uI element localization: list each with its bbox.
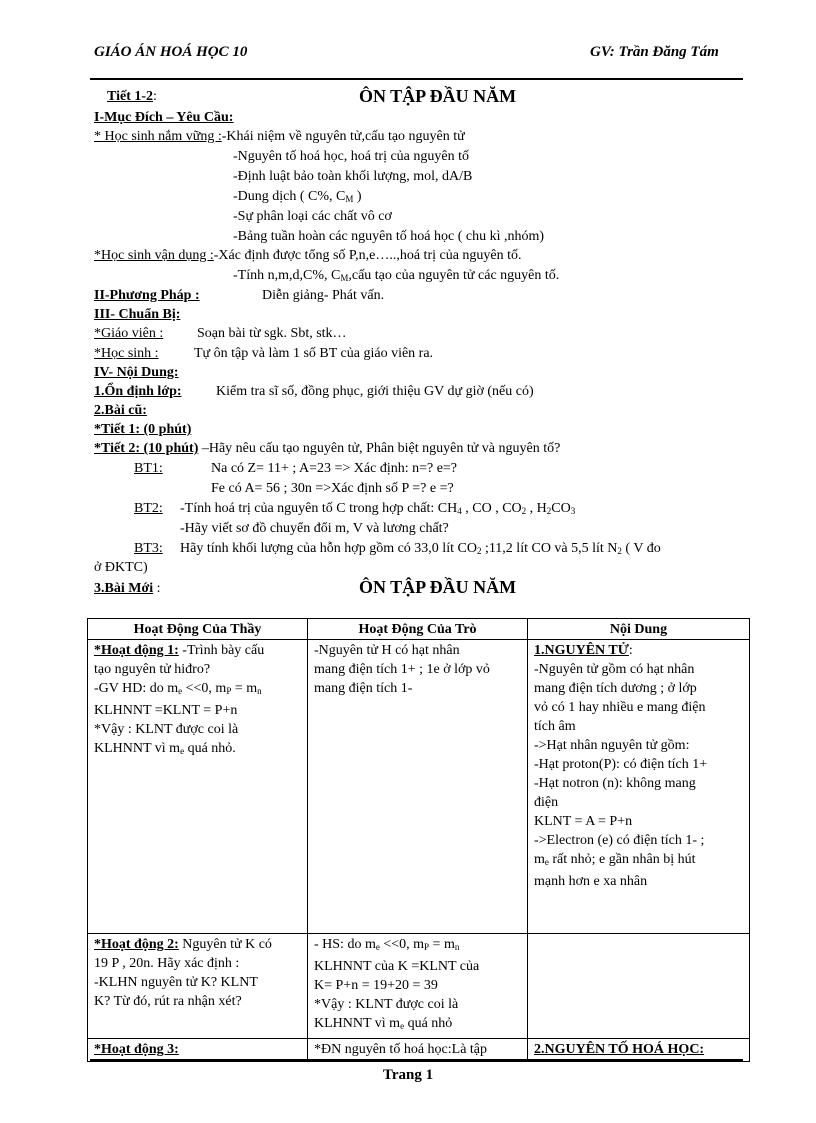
section2-text: Diễn giảng- Phát vấn.	[262, 288, 385, 303]
section1-heading: I-Mục Đích – Yêu Cầu:	[94, 110, 234, 125]
on-dinh-label: 1.Ổn định lớp:	[94, 384, 182, 399]
table-header: Nội Dung	[528, 619, 750, 640]
van-dung-item: -Tính n,m,d,C%, $C_M,cấu$ tạo của nguyên tử các nguyên tố.	[233, 268, 560, 283]
bt3-line2: ở ĐKTC)	[94, 560, 148, 575]
giao-vien-text: Soạn bài từ sgk. Sbt, stk…	[197, 326, 347, 341]
page-number: Trang 1	[382, 1067, 434, 1083]
table-cell	[528, 934, 750, 1039]
table-cell: *ĐN nguyên tố hoá học:Là tập	[308, 1039, 528, 1062]
bai-moi-title: ÔN TẬP ĐẦU NĂM	[359, 577, 517, 597]
nam-vung-item: -Định luật bảo toàn khối lượng, mol, dA/B	[233, 169, 473, 184]
table-cell: - HS: do $m_e <<0$, $m_P = m_n$ KLHNNT của K =KLNT của K= P+n = 19+20 = 39 *Vậy : KLNT được coi là KLHNNT vì $m_e$ quá nhỏ	[308, 934, 528, 1039]
bt3-label: BT3:	[134, 541, 163, 556]
table-header: Hoạt Động Của Trò	[308, 619, 528, 640]
tiet1: *Tiết 1: (0 phút)	[94, 422, 192, 437]
header-right: GV: Trần Đăng Tám	[590, 44, 719, 60]
nam-vung-item: -Sự phân loại các chất vô cơ	[233, 209, 392, 224]
table-header: Hoạt Động Của Thầy	[88, 619, 308, 640]
section3-heading: III- Chuẩn Bị:	[94, 307, 181, 322]
table-cell: *Hoạt động 3:	[88, 1039, 308, 1062]
bt1-line: Na có Z= 11+ ; A=23 => Xác định: n=? e=?	[211, 461, 458, 476]
bai-cu: 2.Bài cũ:	[94, 403, 147, 418]
bt1-line: Fe có A= 56 ; 30n =>Xác định số P =? e =?	[211, 481, 454, 496]
table-cell: 2.NGUYÊN TỐ HOÁ HỌC:	[528, 1039, 750, 1062]
table-header-row	[88, 619, 750, 640]
section2-row: II-Phương Pháp :	[94, 288, 200, 303]
table-cell: *Hoạt động 2: Nguyên tử K có 19 P , 20n. Hãy xác định : -KLHN nguyên tử K? KLNT K? Từ đó, rút ra nhận xét?	[88, 934, 308, 1039]
header-left: GIÁO ÁN HOÁ HỌC 10	[94, 44, 248, 60]
giao-vien-label: *Giáo viên :	[94, 326, 164, 341]
nam-vung-item: -Nguyên tố hoá học, hoá trị của nguyên tố	[233, 149, 469, 164]
lesson-label: Tiết 1-2:	[107, 89, 157, 104]
tiet2-row: *Tiết 2: (10 phút) –Hãy nêu cấu tạo nguyên tử, Phân biệt nguyên tử và nguyên tố?	[94, 441, 561, 456]
footer-rule	[90, 1059, 743, 1061]
nam-vung-item: -Bảng tuần hoàn các nguyên tố hoá học ( chu kì ,nhóm)	[233, 229, 545, 244]
bt2-line: -Hãy viết sơ đồ chuyển đổi m, V và lương chất?	[180, 521, 449, 536]
table-row	[88, 934, 750, 1039]
table-row	[88, 640, 750, 934]
on-dinh-text: Kiểm tra sĩ số, đồng phục, giới thiệu GV dự giờ (nếu có)	[216, 384, 534, 399]
nam-vung-row: * Học sinh nắm vững :-Khái niệm về nguyên tử,cấu tạo nguyên tử	[94, 129, 465, 144]
table-cell: -Nguyên tử H có hạt nhân mang điện tích 1+ ; 1e ở lớp vỏ mang điện tích 1-	[308, 640, 528, 934]
table-cell: *Hoạt động 1: -Trình bày cấu tạo nguyên tử hiđro? -GV HD: do $m_e <<0$, $m_P = m_n$ KLHNNT =KLNT = P+n *Vậy : KLNT được coi là KLHNNT vì $m_e$ quá nhỏ.	[88, 640, 308, 934]
bt2-line: -Tính hoá trị của nguyên tố C trong hợp chất: $CH_4$ , CO , $CO_2$ , $H_2CO_3$	[180, 501, 576, 516]
header-rule	[90, 78, 743, 80]
van-dung-row: *Học sinh vận dụng :-Xác định được tổng số P,n,e…..,hoá trị của nguyên tố.	[94, 248, 522, 263]
nam-vung-item: -Dung dịch ( C%, $C_M$ )	[233, 189, 362, 204]
hoc-sinh-label: *Học sinh :	[94, 346, 159, 361]
bt2-label: BT2:	[134, 501, 163, 516]
bai-moi-label: 3.Bài Mới :	[94, 581, 161, 596]
hoc-sinh-text: Tự ôn tập và làm 1 số BT của giáo viên ra.	[194, 346, 434, 361]
table-cell: 1.NGUYÊN TỬ: -Nguyên tử gồm có hạt nhân mang điện tích dương ; ở lớp vỏ có 1 hay nhiều e mang điện tích âm ->Hạt nhân nguyên tử gồm: -Hạt proton(P): có điện tích 1+ -Hạt notron (n): không mang điện KLNT = A = P+n ->Electron (e) có điện tích 1- ; $m_e$ rất nhỏ; e gần nhân bị hút mạnh hơn e xa nhân	[528, 640, 750, 934]
bt3-line: Hãy tính khối lượng của hỗn hợp gồm có 33,0 lít $CO_2$ ;11,2 lít CO và 5,5 lít $N_2$ ( V đo	[180, 541, 661, 556]
lesson-title: ÔN TẬP ĐẦU NĂM	[359, 86, 517, 106]
lesson-table	[87, 618, 750, 1062]
section4-heading: IV- Nội Dung:	[94, 365, 179, 380]
bt1-label: BT1:	[134, 461, 163, 476]
